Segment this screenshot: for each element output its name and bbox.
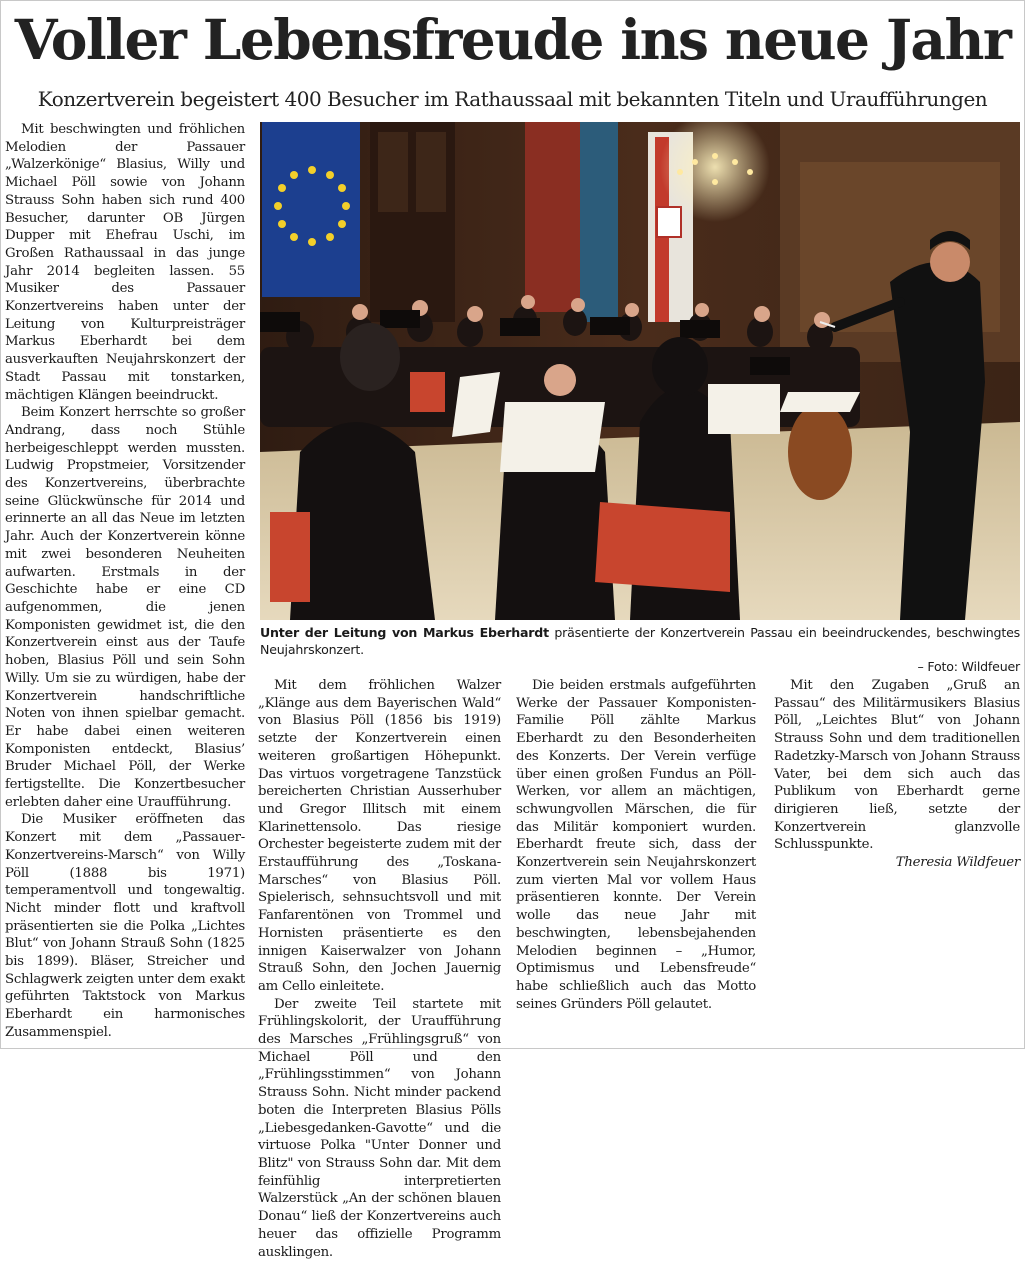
paragraph-intro: Mit beschwingten und fröhlichen Melodien der Passauer „Walzerkönige“ Blasius, Willy und Michael Pöll sowie von Johann Strauss Sohn haben sich rund 400 Besucher, darunter OB Jürgen Dupper mit Ehefrau Uschi, im Großen Rathaussaal in das junge Jahr 2014 begleiten lassen. 55 Musiker des Passauer Konzertvereins haben unter der Leitung von Kulturpreisträger Markus Eberhardt bei dem ausverkauften Neujahrskonzert der Stadt Passau mit tonstarken, mächtigen Klängen beeindruckt. xyxy=(5,122,245,403)
paragraph-zweiter-teil: Der zweite Teil startete mit Frühlingskolorit, der Uraufführung des Marsches „Frühlingsgruß“ von Michael Pöll und den „Frühlingsstimmen“ von Johann Strauss Sohn. Nicht minder packend boten die Interpreten Blasius Pölls „Liebesgedanken-Gavotte“ und die virtuose Polka "Unter Donner und Blitz" von Strauss Sohn dar. Mit dem feinfühlig interpretierten Walzerstück „An der schönen blauen Donau“ ließ der Konzertvereins auch heuer das offizielle Programm ausklingen. xyxy=(258,996,501,1260)
caption-text: präsentierte der Konzertverein Passau ein beeindruckendes, beschwingtes Neujahrskonzert. xyxy=(260,625,1021,657)
byline: Theresia Wildfeuer xyxy=(895,855,1020,871)
paragraph-eroeffnung: Die Musiker eröffneten das Konzert mit dem „Passauer-Konzertvereins-Marsch“ von Willy Pöll (1888 bis 1971) temperamentvoll und tongewaltig. Nicht minder flott und kraftvoll präsentierten sie die Polka „Lichtes Blut“ von Johann Strauß Sohn (1825 bis 1899). Bläser, Streicher und Schlagwerk zeigten unter dem exakt geführten Taktstock von Markus Eberhardt ein harmonisches Zusammenspiel. xyxy=(5,812,245,1040)
concert-photo xyxy=(260,122,1020,620)
paragraph-andrang: Beim Konzert herrschte so großer Andrang, dass noch Stühle herbeigeschleppt werden mussten. Ludwig Propstmeier, Vorsitzender des Konzertvereins, überbrachte seine Glückwünsche für 2014 und erinnerte an all das Neue im letzten Jahr. Auch der Konzertverein könne mit zwei besonderen Neuheiten aufwarten. Erstmals in der Geschichte habe er eine CD aufgenommen, die jenen Komponisten gewidmet ist, die den Konzertverein einst aus der Taufe hoben, Blasius Pöll und sein Sohn Willy. Um sie zu würdigen, habe der Konzertverein handschriftliche Noten von ihnen spielbar gemacht. Er habe dabei einen weiteren Komponisten entdeckt, Blasius’ Bruder Michael Pöll, der Werke fertigstellte. Die Konzertbesucher erlebten daher eine Uraufführung. xyxy=(5,405,245,810)
text-column-2 xyxy=(258,677,501,1261)
text-column-4 xyxy=(774,677,1020,872)
text-column-1 xyxy=(5,121,245,1042)
paragraph-walzer: Mit dem fröhlichen Walzer „Klänge aus dem Bayerischen Wald“ von Blasius Pöll (1856 bis 1919) setzte der Konzertverein einen weiteren großartigen Höhepunkt. Das virtuos vorgetragene Tanzstück bereicherten Christian Ausserhuber und Gregor Illitsch mit einem Klarinettensolo. Das riesige Orchester begeisterte zudem mit der Erstaufführung des „Toskana-Marsches“ von Blasius Pöll. Spielerisch, sehnsuchtsvoll und mit Fanfarentönen von Trommel und Hornisten präsentierte es den innigen Kaiserwalzer von Johann Strauß Sohn, den Jochen Jauernig am Cello einleitete. xyxy=(258,678,501,994)
cello xyxy=(788,404,852,500)
photo-credit: – Foto: Wildfeuer xyxy=(917,659,1020,674)
paragraph-erstmals: Die beiden erstmals aufgeführten Werke der Passauer Komponisten-Familie Pöll zählte Markus Eberhardt zu den Besonderheiten des Konzerts. Der Verein verfüge über einen großen Fundus an Pöll-Werken, vor allem an mächtigen, schwungvollen Märschen, die für das Militär komponiert wurden. Eberhardt freute sich, dass der Konzertverein sein Neujahrskonzert zum vierten Mal vor vollem Haus präsentieren konnte. Der Verein wolle das neue Jahr mit beschwingten, lebensbejahenden Melodien beginnen – „Humor, Optimismus und Lebensfreude“ habe schließlich auch das Motto seines Gründers Pöll gelautet. xyxy=(516,678,756,1012)
text-column-3 xyxy=(516,677,756,1013)
caption-lead: Unter der Leitung von Markus Eberhardt xyxy=(260,625,549,640)
subheadline: Konzertverein begeistert 400 Besucher im Rathaussaal mit bekannten Titeln und Uraufführungen xyxy=(37,87,988,111)
headline: Voller Lebensfreude ins neue Jahr xyxy=(14,7,1011,72)
concert-photo-illustration xyxy=(260,122,1020,620)
paragraph-zugaben: Mit den Zugaben „Gruß an Passau“ des Militärmusikers Blasius Pöll, „Leichtes Blut“ von Johann Strauss Sohn und dem traditionellen Radetzky-Marsch von Johann Strauss Vater, bei dem sich auch das Publikum von Eberhardt gerne dirigieren ließ, setzte der Konzertverein glanzvolle Schlusspunkte. xyxy=(774,678,1020,853)
photo-caption xyxy=(260,624,1020,675)
